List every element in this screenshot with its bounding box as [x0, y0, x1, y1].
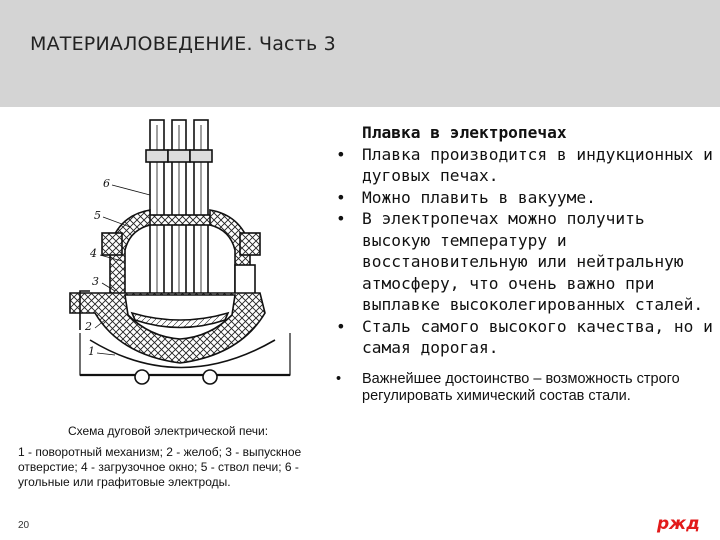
- rzd-logo-icon: [655, 512, 705, 534]
- content-heading: Плавка в электропечах: [362, 123, 567, 142]
- electrodes: [146, 120, 217, 310]
- slide-title: МАТЕРИАЛОВЕДЕНИЕ. Часть 3: [30, 33, 336, 55]
- caption-title: Схема дуговой электрической печи:: [67, 424, 269, 438]
- label-1: 1: [88, 345, 95, 358]
- sub-bullet-item: [330, 371, 715, 405]
- bullet-text: Сталь самого высокого качества, но и самая дорогая.: [362, 316, 713, 357]
- furnace-drawing: [60, 115, 320, 415]
- sub-bullet-text: Важнейшее достоинство – возможность строго регулировать химический состав стали.: [362, 370, 680, 404]
- text-content: [330, 122, 715, 405]
- label-2: 2: [85, 320, 92, 333]
- slide-header: [0, 0, 720, 107]
- bullet-item: [330, 316, 715, 359]
- bullet-text: Можно плавить в вакууме.: [362, 187, 596, 207]
- bullet-item: [330, 144, 715, 187]
- callout-labels: [84, 177, 110, 358]
- figure-caption: [18, 424, 318, 490]
- bullet-text: В электропечах можно получить высокую температуру и восстановительную или нейтральную атмосферу, что очень важно при выплавке высоколегированных сталей.: [362, 209, 704, 314]
- bullet-icon: •: [336, 144, 346, 164]
- bullet-item: [330, 208, 715, 316]
- caption-legend: 1 - поворотный механизм; 2 - желоб; 3 - выпускное отверстие; 4 - загрузочное окно; 5 - ствол печи; 6 - угольные или графитовые электроды.: [18, 445, 302, 489]
- label-3: 3: [92, 275, 99, 288]
- bullet-icon: •: [336, 209, 346, 228]
- bullet-icon: •: [336, 316, 346, 336]
- label-6: 6: [103, 177, 110, 190]
- bullet-text: Плавка производится в индукционных и дуговых печах.: [362, 144, 713, 185]
- label-5: 5: [94, 209, 101, 222]
- rzd-logo: [655, 512, 705, 534]
- svg-text:ржд: ржд: [657, 514, 700, 534]
- arc-furnace-diagram: [60, 115, 320, 415]
- bullet-icon: •: [336, 187, 346, 207]
- bullet-item: [330, 187, 715, 209]
- slide-number: 20: [18, 520, 30, 531]
- label-4: 4: [90, 247, 97, 260]
- bullet-icon: •: [336, 370, 342, 387]
